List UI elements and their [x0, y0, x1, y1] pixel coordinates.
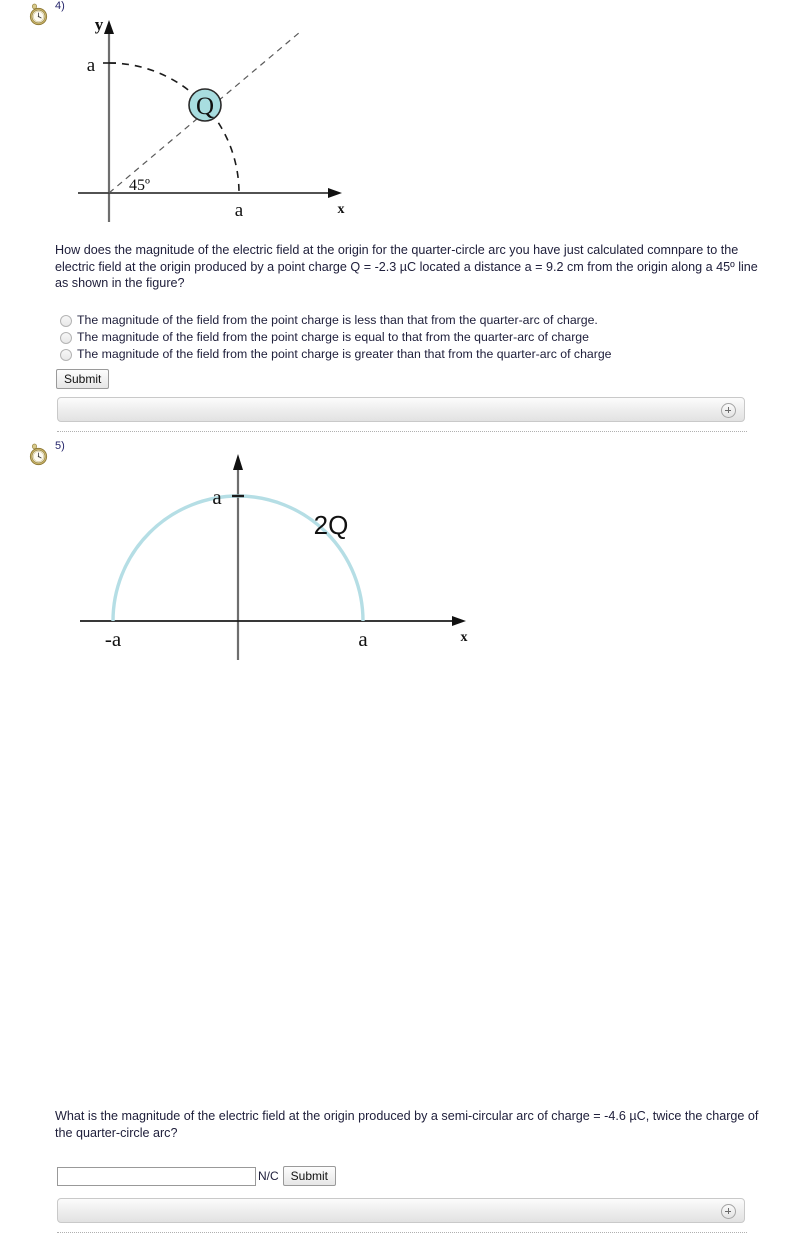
x-tick-label: a: [234, 200, 244, 221]
section-divider-4: [57, 431, 747, 433]
question-text-4: How does the magnitude of the electric field at the origin for the quarter-circle arc you have just calculated comnpare to the electric field at the origin produced by a point charge Q = -2.3 µC located a distance a = 9.2 cm from the origin along a 45º line as shown in the figure?: [55, 243, 758, 290]
x-tick-label-right: a: [358, 627, 368, 651]
x-axis-arrowhead: [452, 616, 466, 626]
radio-button-2[interactable]: [60, 332, 72, 344]
answer-input-5[interactable]: [57, 1167, 256, 1186]
x-tick-label-left: -a: [104, 627, 122, 651]
quarter-circle-arc: [109, 63, 239, 193]
plus-circle-icon[interactable]: [721, 1204, 736, 1219]
y-tick-label: a: [212, 485, 222, 509]
answer-row-5: [57, 1166, 336, 1186]
submit-button-4[interactable]: Submit: [56, 369, 109, 389]
plus-circle-icon[interactable]: [721, 403, 736, 418]
y-axis-arrowhead: [233, 454, 243, 470]
pocket-watch-icon: [27, 3, 50, 26]
radio-button-1[interactable]: [60, 315, 72, 327]
choice-option-3[interactable]: [60, 346, 780, 363]
choice-list-4: [60, 312, 780, 363]
angle-label: 45º: [129, 177, 150, 194]
choice-label-1: The magnitude of the field from the point charge is less than that from the quarter-arc of charge.: [77, 313, 598, 327]
choice-option-1[interactable]: [60, 312, 780, 329]
radio-button-3[interactable]: [60, 349, 72, 361]
question-text-5: What is the magnitude of the electric field at the origin produced by a semi-circular arc of charge = -4.6 µC, twice the charge of the quarter-circle arc?: [55, 1109, 759, 1140]
choice-option-2[interactable]: [60, 329, 780, 346]
pocket-watch-icon: [27, 443, 50, 466]
answer-expander-bar-4[interactable]: [57, 397, 745, 422]
x-axis-arrowhead: [328, 188, 342, 198]
x-axis-label: x: [460, 630, 468, 645]
quarter-arc-figure: [60, 4, 360, 234]
y-tick-label: a: [86, 55, 96, 76]
submit-button-5[interactable]: Submit: [283, 1166, 336, 1186]
problem-number: 4): [55, 0, 65, 12]
problem-number: 5): [55, 440, 65, 452]
y-axis-label: y: [94, 15, 104, 34]
answer-expander-bar-5[interactable]: [57, 1198, 745, 1223]
charge-label: Q: [195, 93, 215, 120]
unit-label: N/C: [258, 1169, 279, 1183]
choice-label-2: The magnitude of the field from the point charge is equal to that from the quarter-arc of charge: [77, 330, 589, 344]
choice-label-3: The magnitude of the field from the point charge is greater than that from the quarter-arc of charge: [77, 347, 612, 361]
semicircle-arc-figure: [60, 448, 490, 663]
x-axis-label: x: [337, 202, 345, 217]
y-axis-arrowhead: [104, 20, 114, 34]
charge-label: 2Q: [313, 510, 349, 540]
